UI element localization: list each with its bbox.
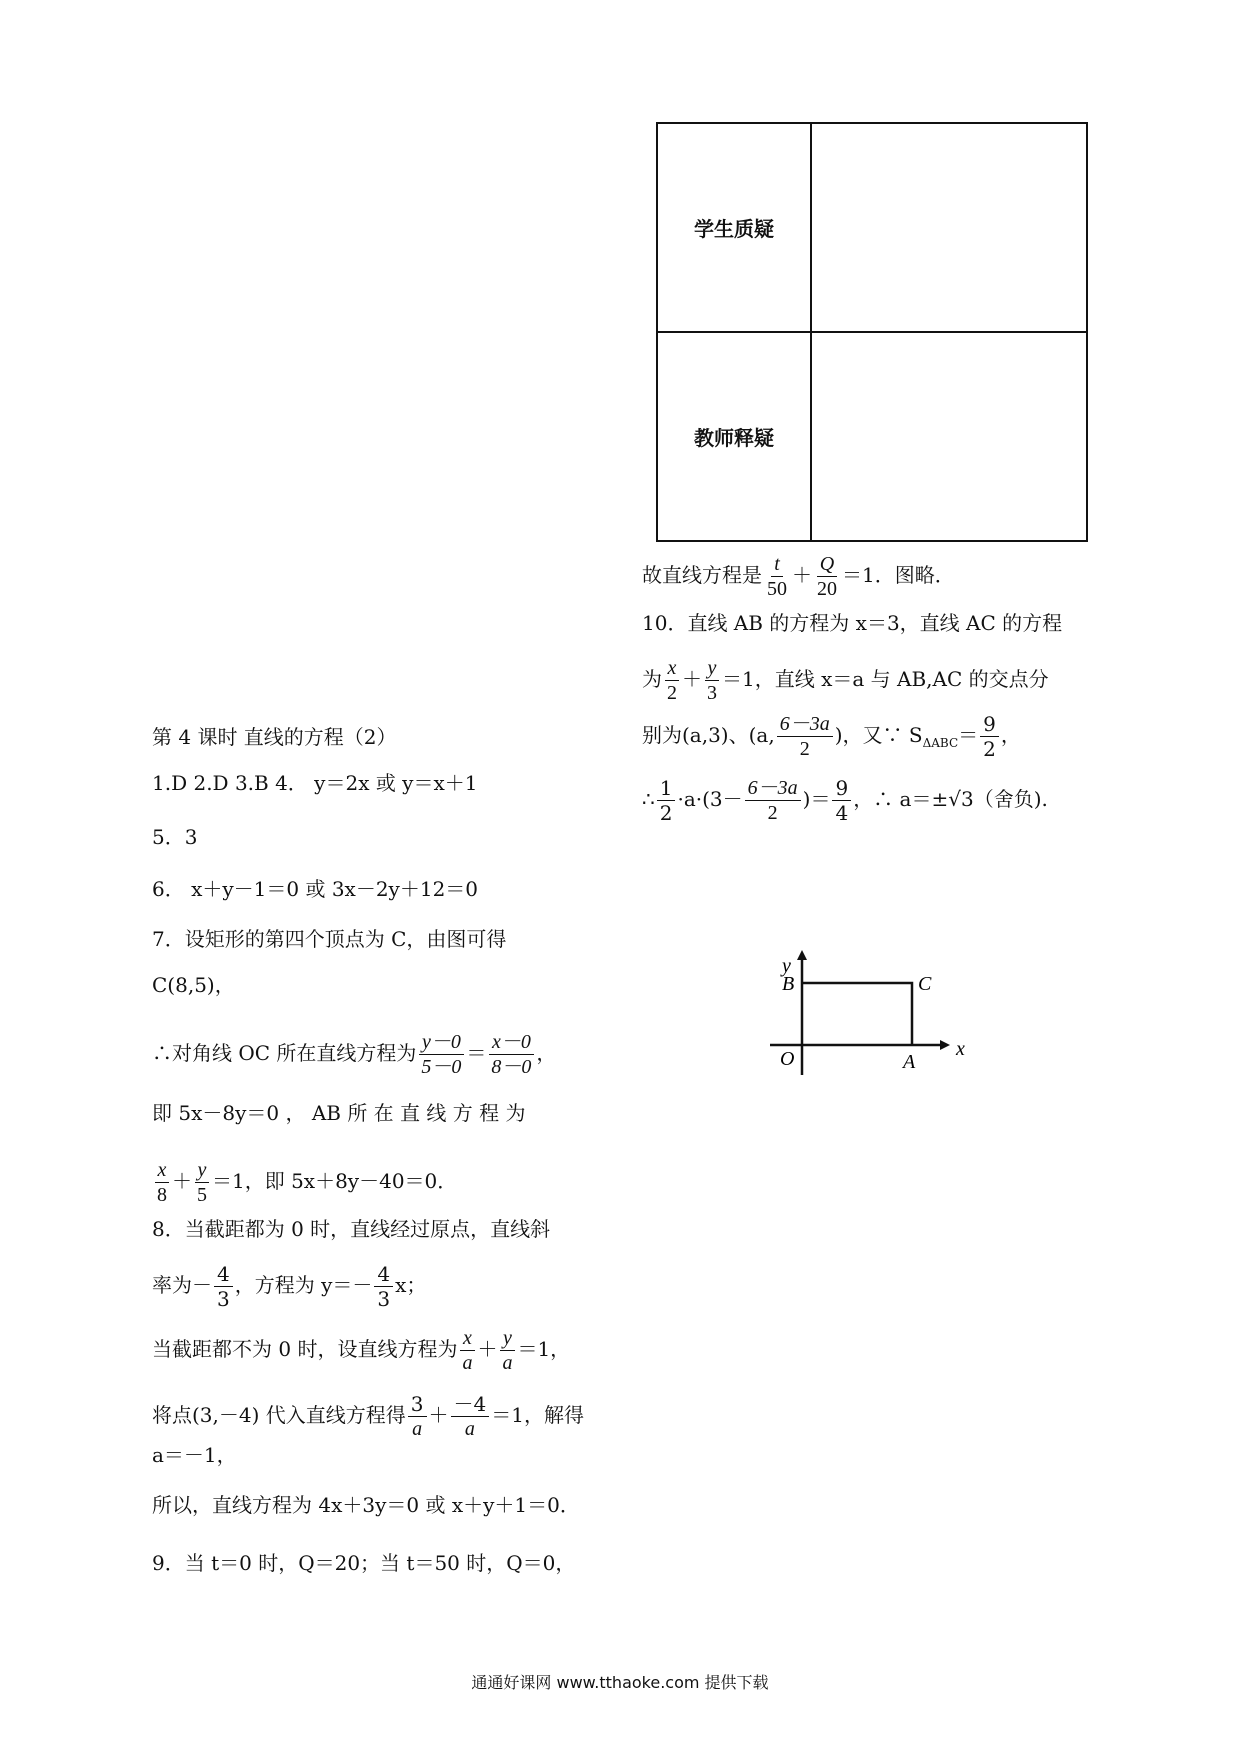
text-segment: ，: [1000, 723, 1021, 747]
text-segment: ＝1，解得: [491, 1403, 584, 1427]
fraction: [459, 1326, 475, 1375]
q7-line-5: $\frac{x}{8}$ ＋ $\frac{y}{5}$ ＝1，即 5x＋8y－40＝0．: [152, 1158, 457, 1207]
table-row: [657, 123, 1087, 332]
numerator: 4: [214, 1262, 233, 1287]
text-segment: ∴: [642, 787, 655, 811]
denominator: a: [462, 1352, 473, 1374]
fraction: [451, 1392, 490, 1441]
numerator: x: [155, 1158, 170, 1183]
denominator: a: [502, 1352, 513, 1374]
numerator: 6－3a: [745, 776, 801, 801]
denominator: 3: [217, 1287, 230, 1311]
subscript: ΔABC: [922, 736, 959, 750]
fraction: [777, 712, 833, 761]
fraction: [704, 656, 720, 705]
numerator: y: [500, 1326, 515, 1351]
y-axis-arrow-icon: [797, 950, 807, 960]
numerator: y: [195, 1158, 210, 1183]
q8-line-1: 8．当截距都为 0 时，直线经过原点，直线斜: [152, 1217, 551, 1241]
table-row: [657, 332, 1087, 541]
text-segment: 别为(a,3)、(a,: [642, 723, 775, 747]
fraction: [764, 552, 790, 601]
answers-1-4: 1.D 2.D 3.B 4． y＝2x 或 y＝x＋1: [152, 771, 478, 795]
fraction: [154, 1158, 170, 1207]
fraction: [488, 1030, 534, 1079]
text-segment: x；: [395, 1273, 427, 1297]
text-segment: ＝: [958, 723, 979, 747]
right-line-2: 10．直线 AB 的方程为 x＝3，直线 AC 的方程: [642, 611, 1063, 635]
student-question-label: 学生质疑: [657, 123, 811, 332]
q7-line-2: C(8,5)，: [152, 973, 235, 997]
right-line-5: [642, 776, 1048, 825]
fraction: [374, 1262, 393, 1311]
denominator: 2: [983, 737, 996, 761]
text-segment: ，方程为 y＝－: [234, 1273, 373, 1297]
numerator: y－0: [419, 1030, 464, 1055]
footer: 通通好课网 www.tthaoke.com 提供下载: [471, 1673, 769, 1692]
text-segment: 将点(3,－4) 代入直线方程得: [152, 1403, 406, 1427]
fraction: [814, 552, 840, 601]
text-segment: )＝: [802, 787, 831, 811]
fraction: [194, 1158, 210, 1207]
teacher-answer-label: 教师释疑: [657, 332, 811, 541]
q7-line-4: 即 5x－8y＝0 ， AB 所 在 直 线 方 程 为: [152, 1101, 526, 1125]
q7-line-3: [152, 1030, 556, 1079]
numerator: 3: [408, 1392, 427, 1417]
q8-line-4: 将点(3,－4) 代入直线方程得 $\frac{3}{a}$ ＋ $\frac{-4}{a}$ ＝1，解得: [152, 1392, 584, 1440]
numerator: t: [771, 552, 783, 577]
numerator: x－0: [489, 1030, 534, 1055]
rectangle-figure: [760, 950, 980, 1110]
section-heading: 第 4 课时 直线的方程（2）: [152, 725, 397, 749]
denominator: 5: [197, 1184, 207, 1206]
numerator: 4: [374, 1262, 393, 1287]
point-c-label: C: [918, 973, 932, 995]
numerator: 1: [657, 776, 676, 801]
denominator: 4: [835, 801, 849, 825]
denominator: 2: [667, 682, 677, 704]
numerator: x: [665, 656, 680, 681]
q8-line-6: 所以，直线方程为 4x＋3y＝0 或 x＋y＋1＝0．: [152, 1493, 580, 1517]
numerator: 9: [832, 776, 851, 801]
denominator: a: [412, 1418, 423, 1440]
fraction: [418, 1030, 464, 1079]
right-line-1: 故直线方程是 $\frac{t}{50}$ ＋ $\frac{Q}{20}$ ＝1．图略．: [642, 553, 955, 600]
student-question-cell: [811, 123, 1087, 332]
text-segment: )，又∵ S: [834, 723, 923, 747]
point-a-label: A: [903, 1051, 916, 1073]
teacher-answer-cell: [811, 332, 1087, 541]
q8-line-3: 当截距都不为 0 时，设直线方程为 $\frac{x}{a}$ ＋ $\frac{y}{a}$ ＝1，: [152, 1327, 571, 1374]
text-segment: ，: [536, 1041, 557, 1065]
text-segment: ∴对角线 OC 所在直线方程为: [152, 1041, 417, 1065]
numerator: 9: [980, 712, 999, 737]
denominator: 3: [377, 1287, 391, 1311]
fraction: [745, 776, 801, 825]
fraction: [657, 776, 676, 825]
text-segment: ＝1，: [517, 1337, 571, 1361]
fraction: [980, 712, 999, 761]
numerator: x: [460, 1326, 475, 1351]
text-segment: 故直线方程是: [642, 563, 762, 587]
x-label: x: [956, 1038, 965, 1060]
text-segment: 率为－: [152, 1273, 212, 1297]
denominator: 2: [799, 738, 810, 760]
rectangle-outline: [802, 983, 912, 1045]
text-segment: ＝1．图略．: [842, 563, 955, 587]
qa-table: [656, 122, 1088, 542]
fraction: [214, 1262, 233, 1311]
text-segment: ＝1，即 5x＋8y－40＝0．: [212, 1169, 458, 1193]
denominator: 3: [707, 682, 717, 704]
point-b-label: B: [782, 973, 795, 995]
q8-line-5: a＝－1，: [152, 1443, 237, 1467]
q8-line-2: [152, 1262, 426, 1311]
right-line-4: [642, 712, 1021, 761]
numerator: 6－3a: [777, 712, 833, 737]
x-axis-arrow-icon: [940, 1040, 950, 1050]
denominator: 2: [659, 801, 673, 825]
y-label: y: [782, 955, 791, 977]
denominator: 8: [157, 1184, 167, 1206]
denominator: 20: [817, 578, 837, 600]
denominator: 5－0: [421, 1056, 462, 1078]
text-segment: ＝: [466, 1041, 487, 1065]
numerator: －4: [451, 1392, 490, 1417]
answer-5: 5．3: [152, 825, 198, 849]
q7-line-1: 7．设矩形的第四个顶点为 C，由图可得: [152, 927, 507, 951]
origin-label: O: [780, 1048, 795, 1070]
fraction: [664, 656, 680, 705]
denominator: 2: [767, 802, 778, 824]
q9-line-1: 9．当 t＝0 时，Q＝20；当 t＝50 时，Q＝0，: [152, 1551, 576, 1575]
text-segment: 为: [642, 667, 662, 691]
fraction: [408, 1392, 427, 1441]
numerator: y: [705, 656, 720, 681]
fraction: [499, 1326, 515, 1375]
numerator: Q: [817, 552, 837, 577]
text-segment: ·a·(3－: [677, 787, 743, 811]
denominator: 8－0: [491, 1056, 532, 1078]
text-segment: ＝1，直线 x＝a 与 AB,AC 的交点分: [722, 667, 1049, 691]
text-segment: ，∴ a＝±√3（舍负).: [853, 787, 1048, 811]
text-segment: 当截距都不为 0 时，设直线方程为: [152, 1337, 458, 1361]
right-line-3: 为 $\frac{x}{2}$ ＋ $\frac{y}{3}$ ＝1，直线 x＝a 与 AB,AC 的交点分: [642, 657, 1049, 704]
denominator: 50: [767, 578, 787, 600]
fraction: [832, 776, 851, 825]
answer-6: 6． x＋y－1＝0 或 3x－2y＋12＝0: [152, 877, 479, 901]
denominator: a: [464, 1418, 475, 1440]
